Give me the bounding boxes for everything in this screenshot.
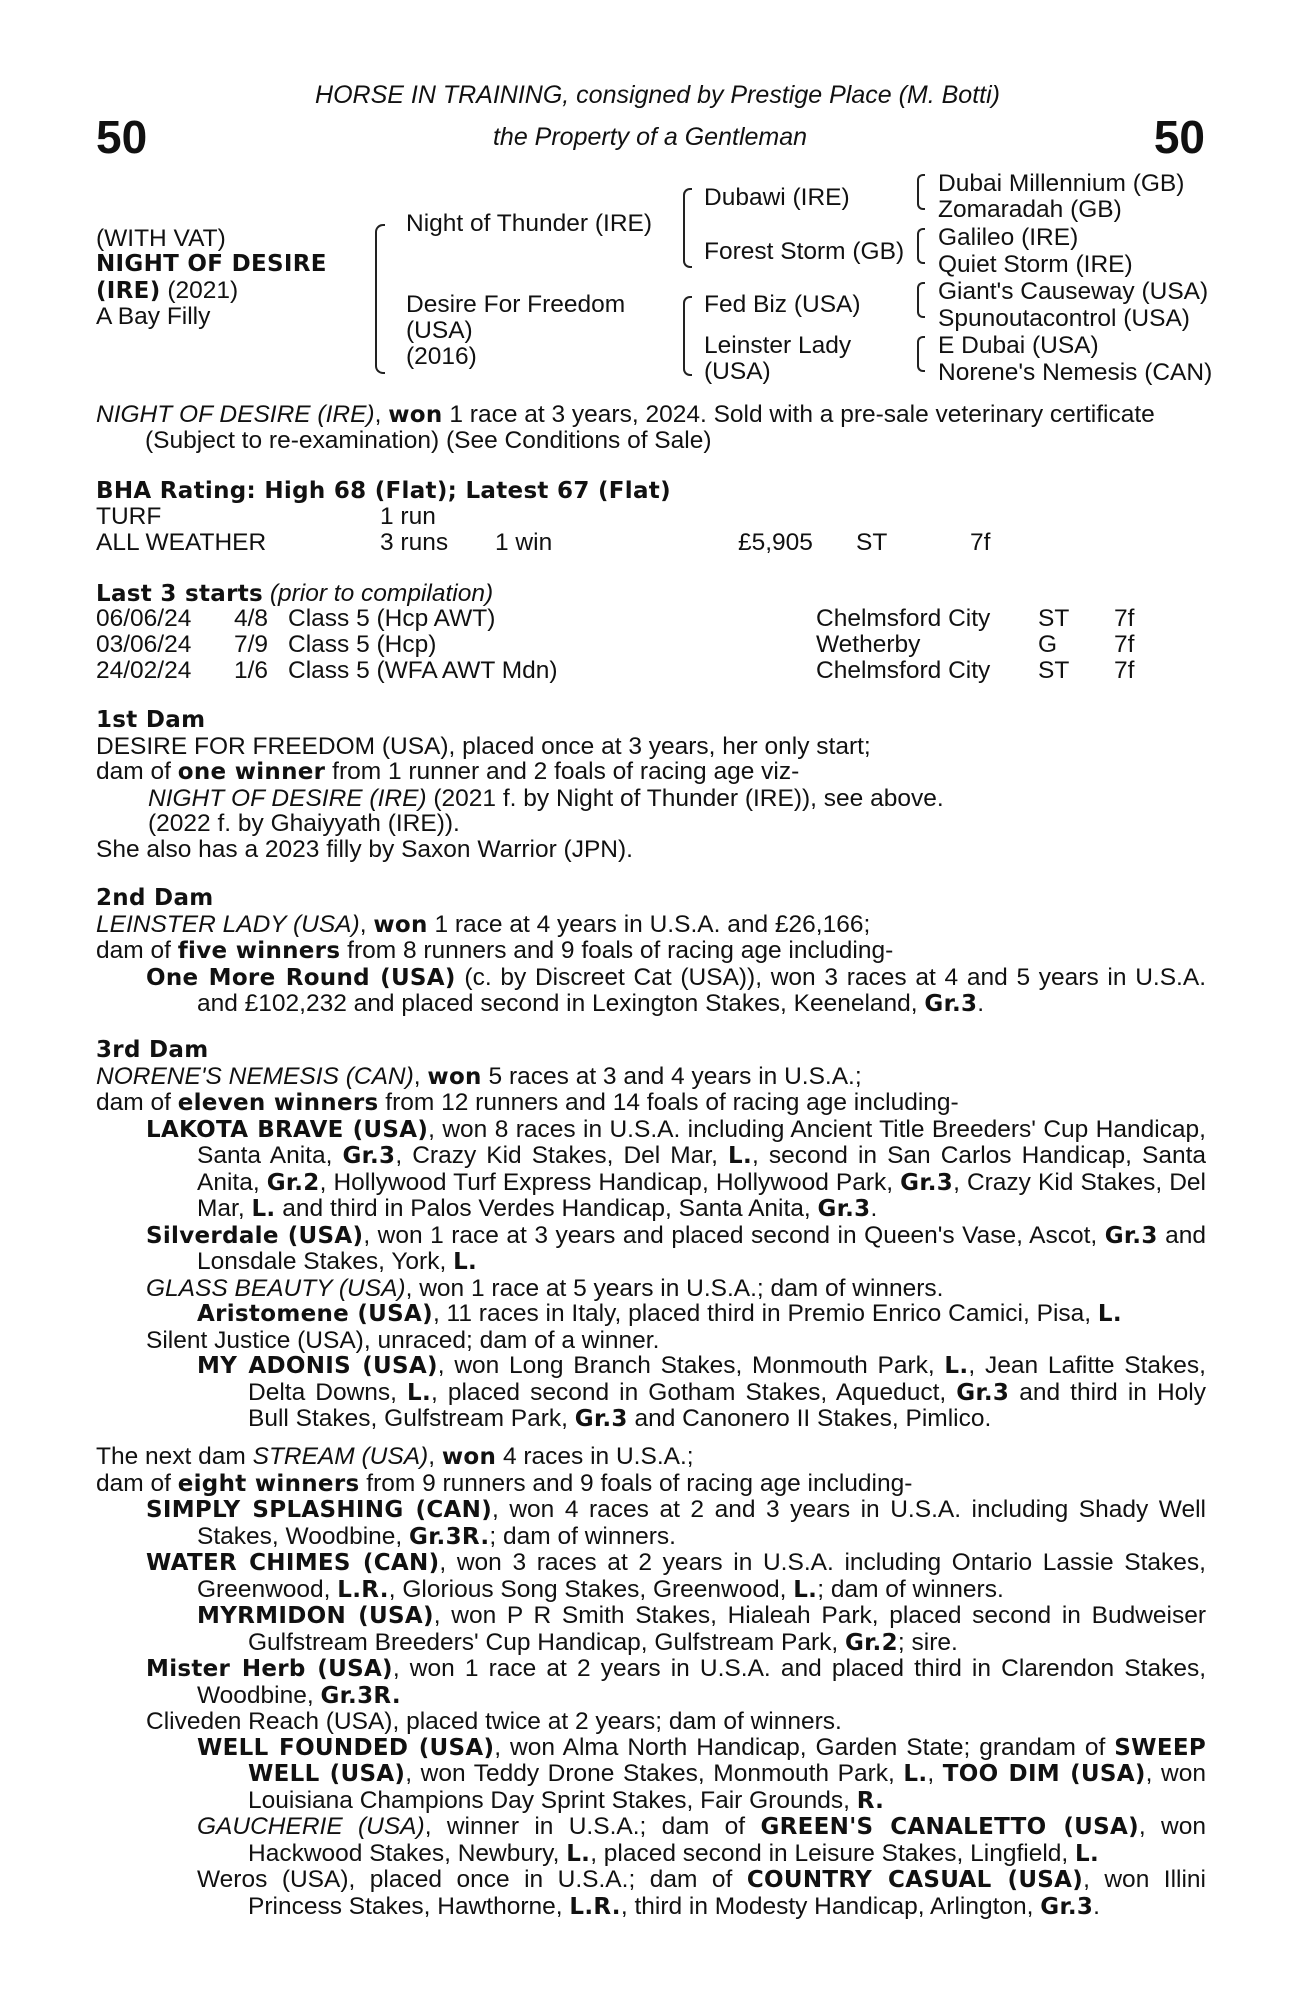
pedigree-sds: Galileo (IRE) (938, 224, 1079, 251)
third-dam-title: 3rd Dam (96, 1037, 209, 1063)
first-dam-line: dam of one winner from 1 runner and 2 foals of racing age viz- (96, 758, 800, 785)
start-course: Chelmsford City (816, 605, 991, 632)
pedigree-brace-dam (683, 296, 692, 376)
third-dam-entry: LAKOTA BRAVE (USA), won 8 races in U.S.A. including Ancient Title Breeders' Cup Handicap, Santa Anita, Gr.3, Crazy Kid Stakes, Del Mar, L., second in San Carlos Handicap, Santa Anita, Gr.2, Hollywood Turf Express Handicap, Hollywood Park, Gr.3, Crazy Kid Stakes, Del Mar, L. and third in Palos Verdes Handicap, Santa Anita, Gr.3. (146, 1115, 1207, 1222)
progeny-name: NIGHT OF DESIRE (IRE) (148, 784, 427, 812)
pedigree-dds: E Dubai (USA) (938, 332, 1099, 359)
third-dam-entry: Aristomene (USA), 11 races in Italy, placed third in Premio Enrico Camici, Pisa, L. (197, 1300, 1122, 1327)
pedigree-dam-dam: Leinster Lady (704, 332, 852, 359)
first-dam-winners: one winner (177, 759, 326, 785)
start-position: 7/9 (234, 631, 269, 658)
second-dam-line: LEINSTER LADY (USA), won 1 race at 4 years in U.S.A. and £26,166; (96, 910, 871, 938)
pedigree-ddd: Norene's Nemesis (CAN) (938, 359, 1213, 386)
vat-label: (WITH VAT) (96, 225, 226, 252)
horse-name-line2 (96, 278, 238, 305)
first-dam-title: 1st Dam (96, 707, 206, 733)
next-dam-entry: WATER CHIMES (CAN), won 3 races at 2 years in U.S.A. including Ontario Lassie Stakes, Greenwood, L.R., Glorious Song Stakes, Greenwood, L.; dam of winners. (146, 1549, 1206, 1603)
last3-note: (prior to compilation) (263, 580, 494, 607)
second-dam-line: dam of five winners from 8 runners and 9 foals of racing age including- (96, 937, 894, 964)
intro-line: NIGHT OF DESIRE (IRE), won 1 race at 3 years, 2024. Sold with a pre-sale veterinary certificate (96, 401, 1155, 428)
pedigree-brace-dd (917, 336, 925, 372)
last3-heading: Last 3 starts (96, 581, 264, 607)
next-dam-entry: MYRMIDON (USA), won P R Smith Stakes, Hialeah Park, placed second in Budweiser Gulfstream Breeders' Cup Handicap, Gulfstream Park, Gr.2; sire. (197, 1602, 1206, 1656)
horse-description: A Bay Filly (96, 303, 211, 330)
horse-name: NIGHT OF DESIRE (96, 251, 327, 277)
pedigree-dam: Desire For Freedom (406, 291, 626, 318)
first-dam-line: DESIRE FOR FREEDOM (USA), placed once at 3 years, her only start; (96, 732, 871, 760)
start-going: ST (1038, 605, 1070, 632)
next-dam-entry: GAUCHERIE (USA), winner in U.S.A.; dam of GREEN'S CANALETTO (USA), won Hackwood Stakes, Newbury, L., placed second in Leisure Stakes, Lingfield, L. (197, 1813, 1206, 1867)
third-dam-entry: GLASS BEAUTY (USA), won 1 race at 5 years in U.S.A.; dam of winners. (146, 1274, 944, 1302)
horse-country: (IRE) (96, 278, 161, 304)
pedigree-sire-dam: Forest Storm (GB) (704, 238, 905, 265)
rating-prize: £5,905 (738, 529, 813, 556)
start-going: ST (1038, 657, 1070, 684)
start-date: 06/06/24 (96, 605, 192, 632)
first-dam-progeny: (2022 f. by Ghaiyyath (IRE)). (148, 810, 460, 837)
start-dist: 7f (1114, 605, 1135, 632)
start-course: Chelmsford City (816, 657, 991, 684)
pedigree-sire: Night of Thunder (IRE) (406, 210, 653, 237)
pedigree-brace-sd (917, 228, 925, 264)
pedigree-sire-sire: Dubawi (IRE) (704, 184, 850, 211)
next-dam-line: The next dam STREAM (USA), won 4 races in U.S.A.; (96, 1443, 694, 1470)
pedigree-brace-ss (917, 174, 925, 210)
third-dam-line: dam of eleven winners from 12 runners and 14 foals of racing age including- (96, 1089, 959, 1116)
first-dam-line: She also has a 2023 filly by Saxon Warrior (JPN). (96, 835, 633, 863)
pedigree-dsd: Spunoutacontrol (USA) (938, 305, 1190, 332)
start-date: 24/02/24 (96, 657, 192, 684)
pedigree-brace-sire (683, 188, 692, 268)
intro-horse-name: NIGHT OF DESIRE (IRE) (96, 401, 375, 428)
pedigree-brace-main (375, 224, 385, 374)
pedigree-dam-dam-country: (USA) (704, 358, 771, 385)
next-dam-entry: WELL FOUNDED (USA), won Alma North Handicap, Garden State; grandam of SWEEP WELL (USA), won Teddy Drone Stakes, Monmouth Park, L., TOO DIM (USA), won Louisiana Champions Day Sprint Stakes, Fair Grounds, R. (197, 1733, 1206, 1814)
next-dam-entry: Cliveden Reach (USA), placed twice at 2 years; dam of winners. (146, 1708, 842, 1735)
pedigree-ssd: Zomaradah (GB) (938, 196, 1122, 223)
rating-wins: 1 win (495, 529, 553, 556)
rating-runs: 3 runs (380, 529, 449, 556)
rating-dist: 7f (970, 529, 991, 556)
property-line: the Property of a Gentleman (492, 123, 808, 151)
lot-number-left: 50 (96, 111, 148, 163)
last3-title (96, 581, 493, 608)
intro-won: won (388, 402, 443, 428)
rating-runs: 1 run (380, 503, 436, 530)
pedigree-brace-ds (917, 282, 925, 318)
first-dam-section (96, 708, 1206, 862)
next-dam-line: dam of eight winners from 9 runners and 9 foals of racing age including- (96, 1469, 913, 1497)
second-dam-section (96, 886, 1206, 1018)
third-dam-line: NORENE'S NEMESIS (CAN), won 5 races at 3 and 4 years in U.S.A.; (96, 1062, 862, 1090)
start-dist: 7f (1114, 631, 1135, 658)
next-dam-entry: Mister Herb (USA), won 1 race at 2 years in U.S.A. and placed third in Clarendon Stakes, Woodbine, Gr.3R. (146, 1655, 1207, 1709)
start-date: 03/06/24 (96, 631, 192, 658)
next-dam-section (96, 1444, 1206, 1920)
third-dam-entry: MY ADONIS (USA), won Long Branch Stakes, Monmouth Park, L., Jean Lafitte Stakes, Delta Downs, L., placed second in Gotham Stakes, Aqueduct, Gr.3 and third in Holy Bull Stakes, Gulfstream Park, Gr.3 and Canonero II Stakes, Pimlico. (197, 1352, 1206, 1432)
start-going: G (1038, 631, 1058, 658)
bha-rating: BHA Rating: High 68 (Flat); Latest 67 (Flat) (96, 478, 671, 504)
third-dam-entry: Silent Justice (USA), unraced; dam of a winner. (146, 1326, 660, 1354)
start-position: 1/6 (234, 657, 269, 684)
third-dam-section (96, 1038, 1206, 1433)
next-dam-entry: SIMPLY SPLASHING (CAN), won 4 races at 2 and 3 years in U.S.A. including Shady Well Stakes, Woodbine, Gr.3R.; dam of winners. (146, 1496, 1207, 1550)
rating-going: ST (856, 529, 888, 556)
second-dam-entry: One More Round (USA) (c. by Discreet Cat (USA)), won 3 races at 4 and 5 years in U.S.A. and £102,232 and placed second in Lexington Stakes, Keeneland, Gr.3. (146, 963, 1206, 1017)
rating-surface: TURF (96, 503, 162, 530)
start-course: Wetherby (816, 631, 921, 658)
pedigree-dss: Giant's Causeway (USA) (938, 278, 1209, 305)
lot-number-right: 50 (1153, 111, 1205, 163)
start-race: Class 5 (Hcp AWT) (288, 605, 496, 632)
start-race: Class 5 (WFA AWT Mdn) (288, 657, 558, 684)
second-dam-title: 2nd Dam (96, 885, 214, 911)
start-race: Class 5 (Hcp) (288, 631, 437, 658)
start-position: 4/8 (234, 605, 269, 632)
consignor-line: HORSE IN TRAINING, consigned by Prestige Place (M. Botti) (315, 81, 1000, 109)
horse-year: (2021) (160, 277, 239, 304)
pedigree-sdd: Quiet Storm (IRE) (938, 251, 1133, 278)
pedigree-dam-year: (2016) (406, 343, 477, 370)
intro-rest: 1 race at 3 years, 2024. Sold with a pre-sale veterinary certificate (442, 401, 1155, 428)
start-dist: 7f (1114, 657, 1135, 684)
intro-line-2: (Subject to re-examination) (See Conditions of Sale) (145, 427, 712, 454)
rating-surface: ALL WEATHER (96, 529, 267, 556)
first-dam-progeny: NIGHT OF DESIRE (IRE) (2021 f. by Night of Thunder (IRE)), see above. (148, 784, 944, 812)
pedigree-dam-sire: Fed Biz (USA) (704, 291, 861, 318)
pedigree-dam-country: (USA) (406, 317, 473, 344)
next-dam-entry: Weros (USA), placed once in U.S.A.; dam of COUNTRY CASUAL (USA), won Illini Princess Stakes, Hawthorne, L.R., third in Modesty Handicap, Arlington, Gr.3. (197, 1866, 1207, 1920)
third-dam-entry: Silverdale (USA), won 1 race at 3 years and placed second in Queen's Vase, Ascot, Gr.3 and Lonsdale Stakes, York, L. (146, 1221, 1207, 1275)
pedigree-sss: Dubai Millennium (GB) (938, 170, 1185, 197)
